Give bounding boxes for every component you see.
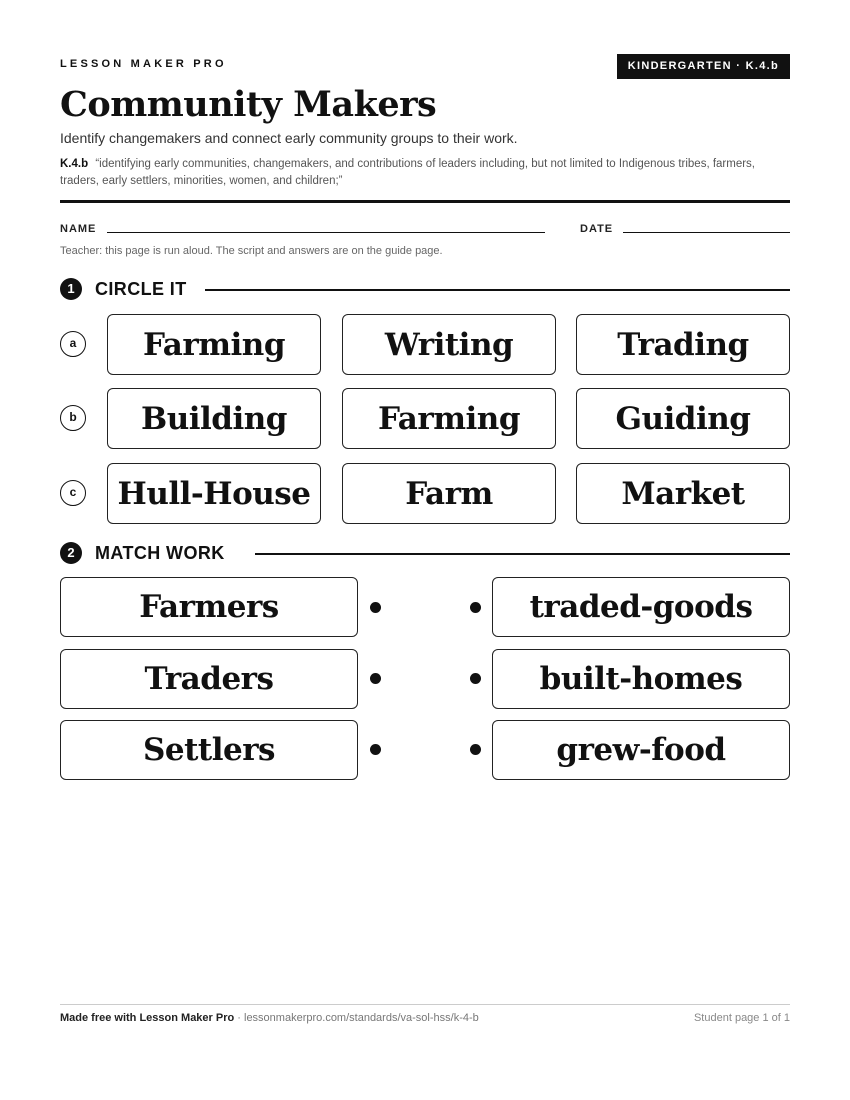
date-label: DATE xyxy=(580,223,614,235)
choice-box[interactable]: Guiding xyxy=(576,388,790,449)
name-label: NAME xyxy=(60,223,97,235)
row-label: a xyxy=(60,331,86,357)
row-label: b xyxy=(60,405,86,431)
choice-box[interactable]: Farming xyxy=(342,388,556,449)
section-circle-it-header xyxy=(60,278,790,300)
section-number: 2 xyxy=(60,542,82,564)
section-title: MATCH WORK xyxy=(95,543,225,563)
match-left-box[interactable]: Traders xyxy=(60,649,358,709)
standard-code: K.4.b xyxy=(60,158,89,170)
section-number: 1 xyxy=(60,278,82,300)
date-field[interactable] xyxy=(623,232,790,233)
connector-dot[interactable] xyxy=(470,744,481,755)
footer-page-label: Student page 1 of 1 xyxy=(693,1012,790,1024)
worksheet-page xyxy=(60,0,790,1100)
connector-dot[interactable] xyxy=(470,602,481,613)
connector-dot[interactable] xyxy=(370,744,381,755)
section-divider xyxy=(255,553,790,555)
footer-divider xyxy=(60,1004,790,1005)
match-left-box[interactable]: Settlers xyxy=(60,720,358,780)
connector-dot[interactable] xyxy=(470,673,481,684)
name-date-row xyxy=(60,221,790,237)
grade-badge: KINDERGARTEN · K.4.b xyxy=(617,54,790,79)
header-divider xyxy=(60,200,790,203)
match-right-box[interactable]: built-homes xyxy=(492,649,790,709)
choice-box[interactable]: Farming xyxy=(107,314,321,375)
brand-name: LESSON MAKER PRO xyxy=(60,58,227,70)
footer-credit xyxy=(60,1012,479,1024)
match-left-box[interactable]: Farmers xyxy=(60,577,358,637)
footer-made-with: Made free with Lesson Maker Pro xyxy=(60,1012,235,1024)
row-label: c xyxy=(60,480,86,506)
choice-box[interactable]: Building xyxy=(107,388,321,449)
standard-note xyxy=(60,156,790,190)
choice-box[interactable]: Trading xyxy=(576,314,790,375)
match-right-box[interactable]: grew-food xyxy=(492,720,790,780)
section-match-work-header xyxy=(60,542,790,564)
match-right-box[interactable]: traded-goods xyxy=(492,577,790,637)
section-title: CIRCLE IT xyxy=(95,279,187,299)
teacher-note: Teacher: this page is run aloud. The script and answers are on the guide page. xyxy=(60,245,443,257)
connector-dot[interactable] xyxy=(370,673,381,684)
standard-text: “identifying early communities, changemakers, and contributions of leaders including, but not limited to Indigenous tribes, farmers, traders, early settlers, minorities, women, and children;” xyxy=(60,158,756,187)
choice-box[interactable]: Farm xyxy=(342,463,556,524)
choice-box[interactable]: Market xyxy=(576,463,790,524)
section-divider xyxy=(205,289,790,291)
page-title: Community Makers xyxy=(60,84,437,125)
name-field[interactable] xyxy=(107,232,545,233)
footer-separator: · xyxy=(234,1012,244,1024)
choice-box[interactable]: Hull-House xyxy=(107,463,321,524)
page-subtitle: Identify changemakers and connect early community groups to their work. xyxy=(60,130,518,146)
choice-box[interactable]: Writing xyxy=(342,314,556,375)
connector-dot[interactable] xyxy=(370,602,381,613)
footer-url[interactable]: lessonmakerpro.com/standards/va-sol-hss/k-4-b xyxy=(244,1012,479,1024)
